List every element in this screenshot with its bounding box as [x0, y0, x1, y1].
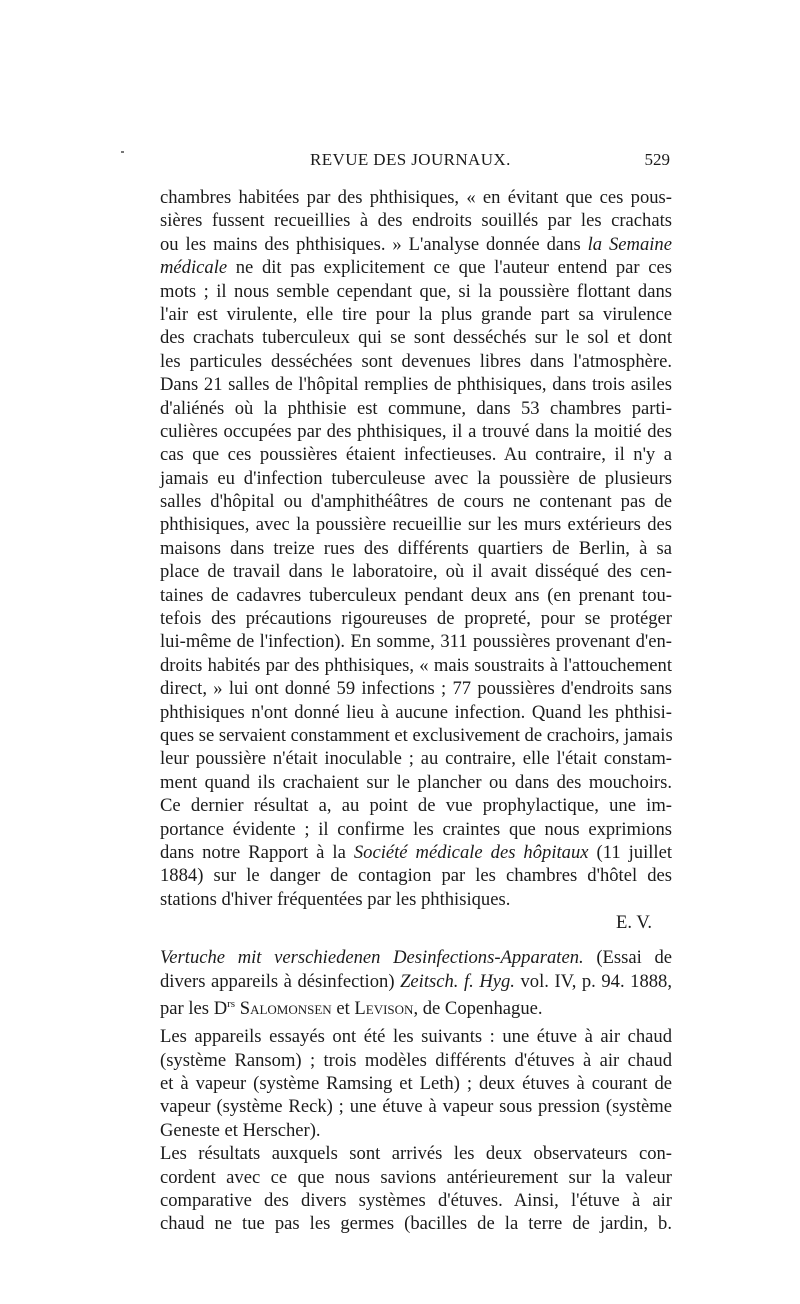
article-title-line	[160, 970, 672, 993]
text-line: maisons dans treize rues des différents quartiers de Berlin, à sa	[160, 537, 672, 559]
text-line: chaud ne tue pas les germes (bacilles de la terre de jardin, b.	[160, 1213, 672, 1235]
text-line: phthisiques n'ont donné lieu à aucune infection. Quand les phthisi-	[160, 701, 672, 723]
text-segment: ou les mains des phthisiques. » L'analyse donnée dans	[160, 233, 588, 255]
text-line: (système Ransom) ; trois modèles différents d'étuves à air chaud	[160, 1049, 672, 1071]
journal-name-italic: médicale	[160, 257, 228, 279]
superscript: rs	[227, 997, 236, 1010]
text-line: 1884) sur le danger de contagion par les chambres d'hôtel des	[160, 865, 672, 887]
text-line: phthisiques, avec la poussière recueillie sur les murs extérieurs des	[160, 514, 672, 536]
text-segment: vol. IV, p. 94. 1888,	[514, 970, 673, 992]
article-title-line	[160, 946, 672, 969]
text-line: place de travail dans le laboratoire, où il avait disséqué des cen-	[160, 561, 672, 583]
text-line: Dans 21 salles de l'hôpital remplies de phthisiques, dans trois asiles	[160, 374, 672, 396]
running-title: REVUE DES JOURNAUX.	[310, 150, 511, 169]
text-segment: (Essai de	[583, 947, 672, 969]
text-line: jamais eu d'infection tuberculeuse avec la poussière de plusieurs	[160, 467, 672, 489]
text-line: portance évidente ; il confirme les craintes que nous exprimions	[160, 818, 672, 840]
text-segment: divers appareils à désinfection)	[160, 970, 401, 992]
author-name: Levison	[354, 998, 414, 1020]
text-segment: dans notre Rapport à la	[160, 841, 354, 863]
article-title-line	[160, 993, 672, 1020]
text-line: l'air est virulente, elle tire pour la plus grande part sa virulence	[160, 303, 672, 325]
journal-abbrev: Zeitsch. f. Hyg.	[400, 970, 515, 992]
text-line: cas que ces poussières étaient infectieuses. Au contraire, il n'y a	[160, 444, 672, 466]
text-line: salles d'hôpital ou d'amphithéâtres de cours ne contenant pas de	[160, 491, 672, 513]
page-header	[160, 150, 670, 176]
text-line: cordent avec ce que nous savions antérieurement sur la valeur	[160, 1166, 672, 1188]
text-line: leur poussière n'était inoculable ; au contraire, elle l'était constam-	[160, 748, 672, 770]
text-segment: (11 juillet	[588, 841, 672, 863]
text-line: vapeur (système Reck) ; une étuve à vapeur sous pression (système	[160, 1096, 672, 1118]
text-line: chambres habitées par des phthisiques, « en évitant que ces pous-	[160, 187, 672, 208]
text-line: lui-même de l'infection). En somme, 311 poussières provenant d'en-	[160, 631, 672, 653]
section-gap	[160, 935, 672, 946]
text-segment: ne dit pas explicitement ce que l'auteur entend par ces	[227, 257, 672, 279]
text-line	[160, 794, 672, 817]
society-name-italic: Société médicale des hôpitaux	[353, 841, 589, 863]
text-line: Les appareils essayés ont été les suivants : une étuve à air chaud	[160, 1026, 672, 1048]
text-segment: par les D	[160, 998, 228, 1020]
text-line	[160, 256, 672, 279]
author-signature: E. V.	[616, 912, 652, 934]
text-line	[160, 233, 672, 256]
text-line: comparative des divers systèmes d'étuves. Ainsi, l'étuve à air	[160, 1190, 672, 1212]
text-segment: Ce dernier résultat a, au point de vue prophylactique, une im-	[160, 795, 672, 817]
article-title: Vertuche mit verschiedenen Desinfections-Apparaten.	[160, 947, 584, 969]
text-segment: , de Copenhague.	[413, 998, 543, 1020]
text-line: Geneste et Herscher).	[160, 1119, 321, 1141]
text-line: stations d'hiver fréquentées par les phthisiques.	[160, 888, 511, 910]
text-line	[160, 841, 672, 864]
print-speck	[121, 151, 124, 153]
text-line: ment quand ils crachaient sur le plancher ou dans des mouchoirs.	[160, 771, 672, 793]
author-name: Salomonsen	[239, 998, 332, 1020]
text-line: culières occupées par des phthisiques, il a trouvé dans la moitié des	[160, 420, 672, 442]
text-line: tefois des précautions rigoureuses de propreté, pour se protéger	[160, 608, 672, 630]
page-number: 529	[644, 150, 670, 169]
text-line: taines de cadavres tuberculeux pendant deux ans (en prenant tou-	[160, 584, 672, 606]
text-line: Les résultats auxquels sont arrivés les deux observateurs con-	[160, 1143, 672, 1165]
text-line: et à vapeur (système Ramsing et Leth) ; deux étuves à courant de	[160, 1073, 672, 1095]
text-line: ques se servaient constamment et exclusivement de crachoirs, jamais	[160, 724, 673, 746]
text-line: mots ; il nous semble cependant que, si la poussière flottant dans	[160, 280, 672, 302]
text-line: droits habités par des phthisiques, « mais soustraits à l'attouchement	[160, 654, 672, 676]
article-body	[160, 186, 672, 1236]
text-line: direct, » lui ont donné 59 infections ; 77 poussières d'endroits sans	[160, 678, 672, 700]
text-line: sières fussent recueillies à des endroits souillés par les crachats	[160, 210, 672, 232]
text-line: des crachats tuberculeux qui se sont desséchés sur le sol et dont	[160, 327, 672, 349]
journal-name-italic: la Semaine	[587, 233, 672, 255]
text-line: d'aliénés où la phthisie est commune, dans 53 chambres parti-	[160, 397, 672, 419]
text-segment: et	[331, 998, 355, 1020]
text-line: les particules desséchées sont devenues libres dans l'atmosphère.	[160, 350, 672, 372]
